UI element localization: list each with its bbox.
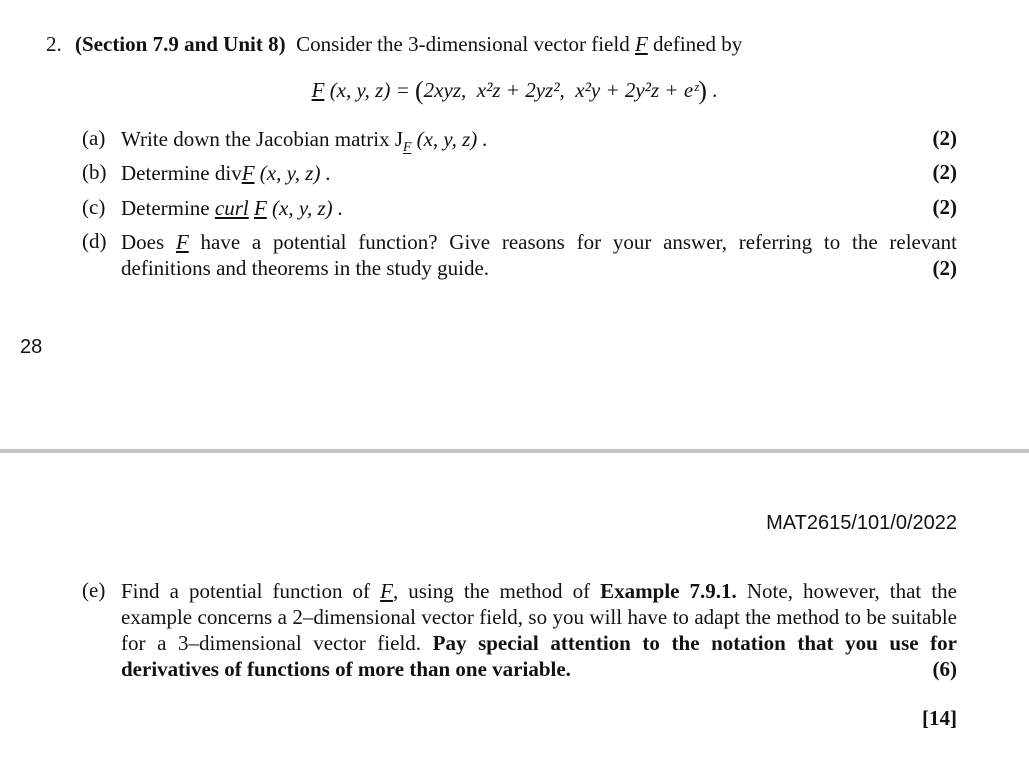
part-b-marks: (2) [932,160,957,184]
intro-text: Consider the 3-dimensional vector field [296,32,630,56]
part-c-field: F [253,196,267,220]
part-e-marks: (6) [932,657,957,681]
eq-lhs-args: (x, y, z) = [329,78,410,102]
part-b-body: Determine div [121,161,242,185]
intro-end: defined by [653,32,743,56]
eq-end: . [712,78,718,102]
part-a-subscript: F [403,139,412,155]
part-d-pre: Does [121,230,165,254]
part-a-text [121,126,957,155]
part-d-body: have a potential function? Give reasons for your answer, referring to the relevant definitions and theorems in the study guide. [121,230,958,280]
page-number: 28 [20,336,43,358]
part-e-body: Note, however, that the example concerns a 2–dimensional vector field, so you will have to adapt the method to be suitable for a 3–dimensional vector field. [121,579,957,655]
part-b-label: (b) [82,160,107,184]
part-e-emphasis: Pay special attention to the notation that you use for derivatives of functions of more than one variable. [121,631,957,681]
section-reference: (Section 7.9 and Unit 8) [75,32,286,56]
part-d-text [121,229,957,281]
part-c-body: Determine [121,196,210,220]
part-e-pre: Find a potential function of [121,579,371,603]
part-c-marks: (2) [932,195,957,219]
part-e-label: (e) [82,578,106,602]
part-a-body: Write down the Jacobian matrix J [121,127,403,151]
eq-component-1: 2xyz, [423,78,467,102]
part-d-marks: (2) [932,256,957,280]
part-a-label: (a) [82,126,106,150]
part-e-example-ref: Example 7.9.1. [600,579,737,603]
part-a-marks: (2) [932,126,957,150]
part-c-text [121,195,957,221]
field-symbol: F [634,32,648,56]
question-intro [75,32,742,57]
part-e-text [121,578,957,682]
eq-field-symbol: F [311,78,325,102]
vector-field-equation [0,76,1029,106]
part-c-args: (x, y, z) . [272,196,344,220]
part-b-field: F [241,161,255,185]
part-b-args: (x, y, z) . [259,161,331,185]
part-e-mid: , using the method of [392,579,591,603]
eq-close-paren: ) [698,76,707,105]
total-marks: [14] [922,706,957,730]
part-c-curl: curl [214,196,249,220]
eq-component-2: x²z + 2yz², [476,78,565,102]
part-e-field: F [380,579,393,603]
part-a-args: (x, y, z) . [416,127,488,151]
course-code: MAT2615/101/0/2022 [766,512,957,534]
eq-component-3: x²y + 2y²z + eᶻ [575,78,699,102]
question-number: 2. [46,32,62,56]
page-divider [0,449,1029,453]
part-c-label: (c) [82,195,106,219]
part-b-text [121,160,957,186]
part-d-field: F [175,230,189,254]
part-d-label: (d) [82,229,107,253]
eq-open-paren: ( [415,76,424,105]
